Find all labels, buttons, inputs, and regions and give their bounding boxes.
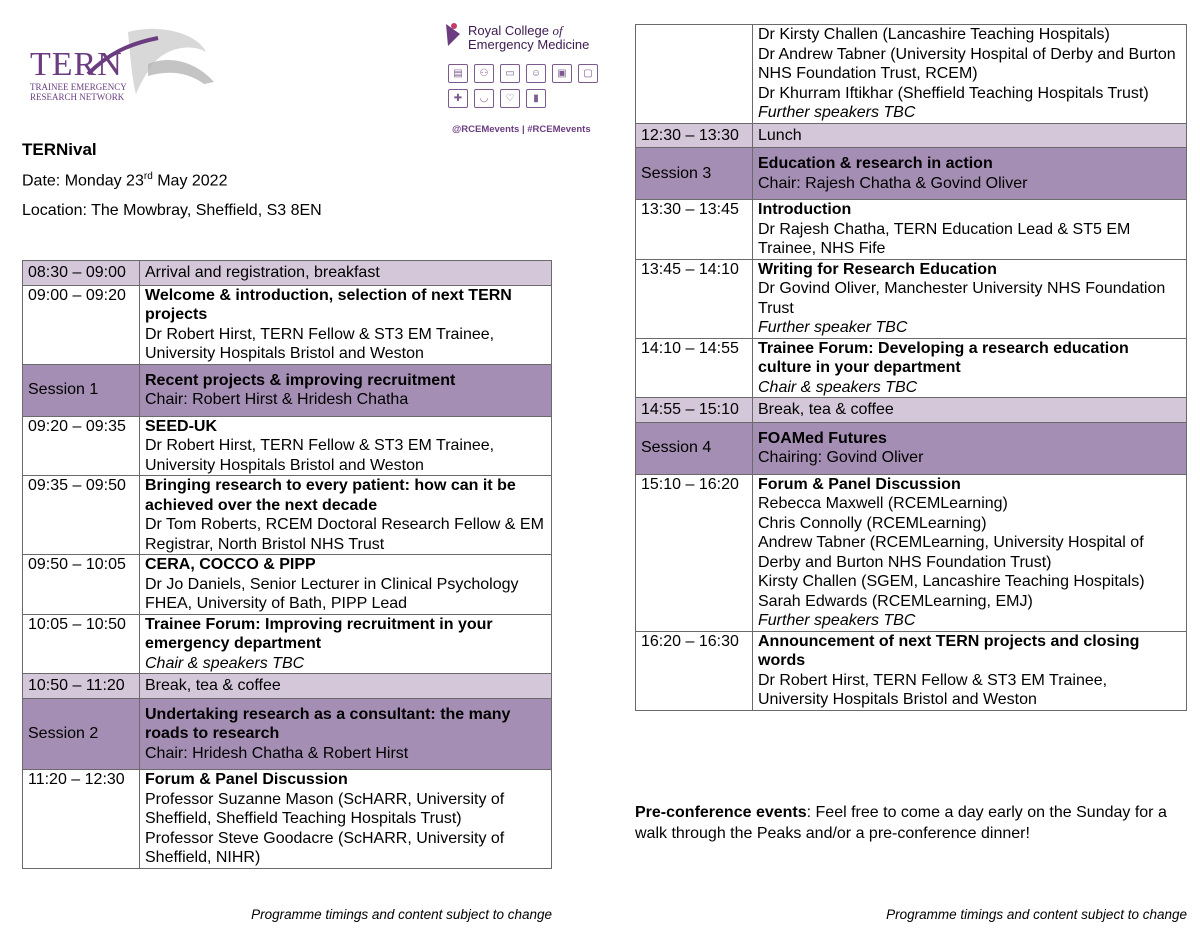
item-detail: Arrival and registration, breakfast <box>145 264 380 281</box>
item-detail: Chair: Hridesh Chatha & Robert Hirst <box>145 744 409 762</box>
item-detail: Dr Tom Roberts, RCEM Doctoral Research Fellow & EM Registrar, North Bristol NHS Trust <box>145 516 544 553</box>
schedule-row <box>23 416 552 476</box>
schedule-row <box>636 474 1187 631</box>
programme-item <box>140 770 552 869</box>
time-slot: 16:20 – 16:30 <box>636 631 753 710</box>
programme-item <box>140 476 552 555</box>
item-detail: Professor Steve Goodacre (ScHARR, University of Sheffield, NIHR) <box>145 829 505 866</box>
schedule-row <box>23 285 552 364</box>
time-slot: 09:50 – 10:05 <box>23 555 140 615</box>
pre-conference-note <box>635 802 1175 844</box>
programme-table-right <box>635 24 1187 711</box>
session-label: Session 4 <box>636 422 753 474</box>
programme-item <box>753 259 1187 338</box>
programme-item <box>140 674 552 699</box>
time-slot: 14:10 – 14:55 <box>636 338 753 398</box>
item-detail: Andrew Tabner (RCEMLearning, University Hospital of Derby and Burton NHS Foundation Trust) <box>758 534 1144 571</box>
item-detail: Break, tea & coffee <box>758 401 894 418</box>
doctor-icon: ☺ <box>526 64 546 83</box>
programme-table-left <box>22 260 552 869</box>
schedule-row <box>23 674 552 699</box>
session-label: Session 2 <box>23 698 140 770</box>
schedule-row <box>23 261 552 286</box>
item-title: Education & research in action <box>758 155 993 172</box>
item-detail: Dr Govind Oliver, Manchester University NHS Foundation Trust <box>758 280 1166 317</box>
item-detail: Chair: Robert Hirst & Hridesh Chatha <box>145 391 409 408</box>
item-title: SEED-UK <box>145 417 218 435</box>
item-title: CERA, COCCO & PIPP <box>145 556 316 573</box>
session-row <box>636 422 1187 474</box>
item-detail: Chairing: Govind Oliver <box>758 449 924 466</box>
pre-conference-text: : Feel free to come a day early on the Sunday for a walk through the Peaks and/or a pre-conference dinner! <box>635 804 1167 842</box>
chat-icon: ▢ <box>578 64 598 83</box>
monitor-icon: ▣ <box>552 64 572 83</box>
schedule-row <box>23 476 552 555</box>
programme-item <box>753 422 1187 474</box>
event-title: TERNival <box>22 140 97 159</box>
schedule-row <box>23 555 552 615</box>
rcem-logo <box>440 22 605 142</box>
schedule-row <box>636 631 1187 710</box>
item-title: Undertaking research as a consultant: the many roads to research <box>145 705 511 742</box>
schedule-row <box>636 25 1187 124</box>
programme-item <box>140 261 552 286</box>
item-detail: Kirsty Challen (SGEM, Lancashire Teaching Hospitals) <box>758 573 1145 590</box>
people-icon: ⚇ <box>474 64 494 83</box>
programme-item <box>753 338 1187 398</box>
event-date: Date: Monday 23rd May 2022 <box>22 171 228 190</box>
rcem-tagline: @RCEMevents | #RCEMevents <box>452 124 591 135</box>
item-detail: Dr Jo Daniels, Senior Lecturer in Clinical Psychology FHEA, University of Bath, PIPP Lead <box>145 575 519 612</box>
item-detail: Break, tea & coffee <box>145 677 281 694</box>
time-slot: 10:50 – 11:20 <box>23 674 140 699</box>
programme-item <box>140 416 552 476</box>
programme-item <box>753 200 1187 260</box>
item-note: Further speaker TBC <box>758 319 908 336</box>
programme-item <box>140 555 552 615</box>
footer-right: Programme timings and content subject to change <box>886 907 1187 922</box>
time-slot: 09:35 – 09:50 <box>23 476 140 555</box>
programme-item <box>753 474 1187 631</box>
item-detail: Sarah Edwards (RCEMLearning, EMJ) <box>758 592 1033 610</box>
item-note: Further speakers TBC <box>758 104 916 121</box>
programme-item <box>753 123 1187 148</box>
schedule-row <box>636 338 1187 398</box>
item-detail: Dr Khurram Iftikhar (Sheffield Teaching Hospitals Trust) <box>758 84 1149 102</box>
item-detail: Dr Robert Hirst, TERN Fellow & ST3 EM Trainee, University Hospitals Bristol and Weston <box>145 437 495 474</box>
clipboard-icon: ▤ <box>448 64 468 83</box>
item-detail: Chair: Rajesh Chatha & Govind Oliver <box>758 174 1028 192</box>
item-title: Bringing research to every patient: how can it be achieved over the next decade <box>145 477 516 514</box>
time-slot: 09:00 – 09:20 <box>23 285 140 364</box>
time-slot: 12:30 – 13:30 <box>636 123 753 148</box>
rcem-crest-icon <box>442 22 464 48</box>
schedule-row <box>636 123 1187 148</box>
item-title: Welcome & introduction, selection of next TERN projects <box>145 286 512 323</box>
item-note: Chair & speakers TBC <box>145 654 305 672</box>
item-title: Forum & Panel Discussion <box>758 475 961 493</box>
item-title: Announcement of next TERN projects and closing words <box>758 632 1140 669</box>
programme-item <box>753 631 1187 710</box>
programme-item <box>140 614 552 674</box>
item-title: Writing for Research Education <box>758 260 997 278</box>
item-title: Trainee Forum: Improving recruitment in your emergency department <box>145 615 493 652</box>
session-label: Session 3 <box>636 148 753 200</box>
programme-item <box>140 364 552 416</box>
item-detail: Dr Andrew Tabner (University Hospital of Derby and Burton NHS Foundation Trust, RCEM) <box>758 45 1176 82</box>
item-detail: Rebecca Maxwell (RCEMLearning) <box>758 495 1008 512</box>
rcem-name: Royal College of Emergency Medicine <box>468 23 590 52</box>
schedule-row <box>636 259 1187 338</box>
programme-item <box>140 698 552 770</box>
time-slot: 13:30 – 13:45 <box>636 200 753 260</box>
schedule-row <box>636 200 1187 260</box>
time-slot: 11:20 – 12:30 <box>23 770 140 869</box>
heartbeat-icon: ♡ <box>500 89 520 108</box>
session-row <box>23 364 552 416</box>
footer-left: Programme timings and content subject to change <box>251 907 552 922</box>
item-detail: Dr Kirsty Challen (Lancashire Teaching Hospitals) <box>758 26 1110 43</box>
item-detail: Professor Suzanne Mason (ScHARR, University of Sheffield, Sheffield Teaching Hospitals Trust) <box>145 790 505 827</box>
rcem-icon-grid <box>448 64 600 108</box>
medical-cross-icon: ✚ <box>448 89 468 108</box>
pre-conference-label: Pre-conference events <box>635 804 807 821</box>
item-title: Recent projects & improving recruitment <box>145 371 456 389</box>
schedule-row <box>23 770 552 869</box>
tern-logo <box>28 24 218 108</box>
programme-item <box>140 285 552 364</box>
item-title: FOAMed Futures <box>758 429 887 447</box>
item-title: Introduction <box>758 201 852 218</box>
schedule-row <box>23 614 552 674</box>
item-detail: Dr Rajesh Chatha, TERN Education Lead & ST5 EM Trainee, NHS Fife <box>758 220 1131 257</box>
item-detail: Dr Robert Hirst, TERN Fellow & ST3 EM Trainee, University Hospitals Bristol and Weston <box>758 671 1108 708</box>
programme-item <box>753 25 1187 124</box>
item-detail: Dr Robert Hirst, TERN Fellow & ST3 EM Trainee, University Hospitals Bristol and Weston <box>145 325 495 362</box>
time-slot: 08:30 – 09:00 <box>23 261 140 286</box>
time-slot: 10:05 – 10:50 <box>23 614 140 674</box>
item-title: Forum & Panel Discussion <box>145 771 348 788</box>
time-slot: 13:45 – 14:10 <box>636 259 753 338</box>
hands-icon: ◡ <box>474 89 494 108</box>
time-slot <box>636 25 753 124</box>
item-note: Further speakers TBC <box>758 612 916 629</box>
bottle-icon: ▮ <box>526 89 546 108</box>
ambulance-icon: ▭ <box>500 64 520 83</box>
item-detail: Chris Connolly (RCEMLearning) <box>758 514 987 532</box>
time-slot: 14:55 – 15:10 <box>636 398 753 423</box>
item-note: Chair & speakers TBC <box>758 378 918 396</box>
session-label: Session 1 <box>23 364 140 416</box>
time-slot: 15:10 – 16:20 <box>636 474 753 631</box>
time-slot: 09:20 – 09:35 <box>23 416 140 476</box>
event-location: Location: The Mowbray, Sheffield, S3 8EN <box>22 202 322 219</box>
item-title: Trainee Forum: Developing a research education culture in your department <box>758 339 1129 376</box>
programme-item <box>753 398 1187 423</box>
item-detail: Lunch <box>758 126 802 144</box>
tern-logo-subtitle: TRAINEE EMERGENCY RESEARCH NETWORK <box>30 82 127 102</box>
session-row <box>23 698 552 770</box>
tern-logo-name: TERN <box>30 46 123 83</box>
schedule-row <box>636 398 1187 423</box>
session-row <box>636 148 1187 200</box>
programme-item <box>753 148 1187 200</box>
